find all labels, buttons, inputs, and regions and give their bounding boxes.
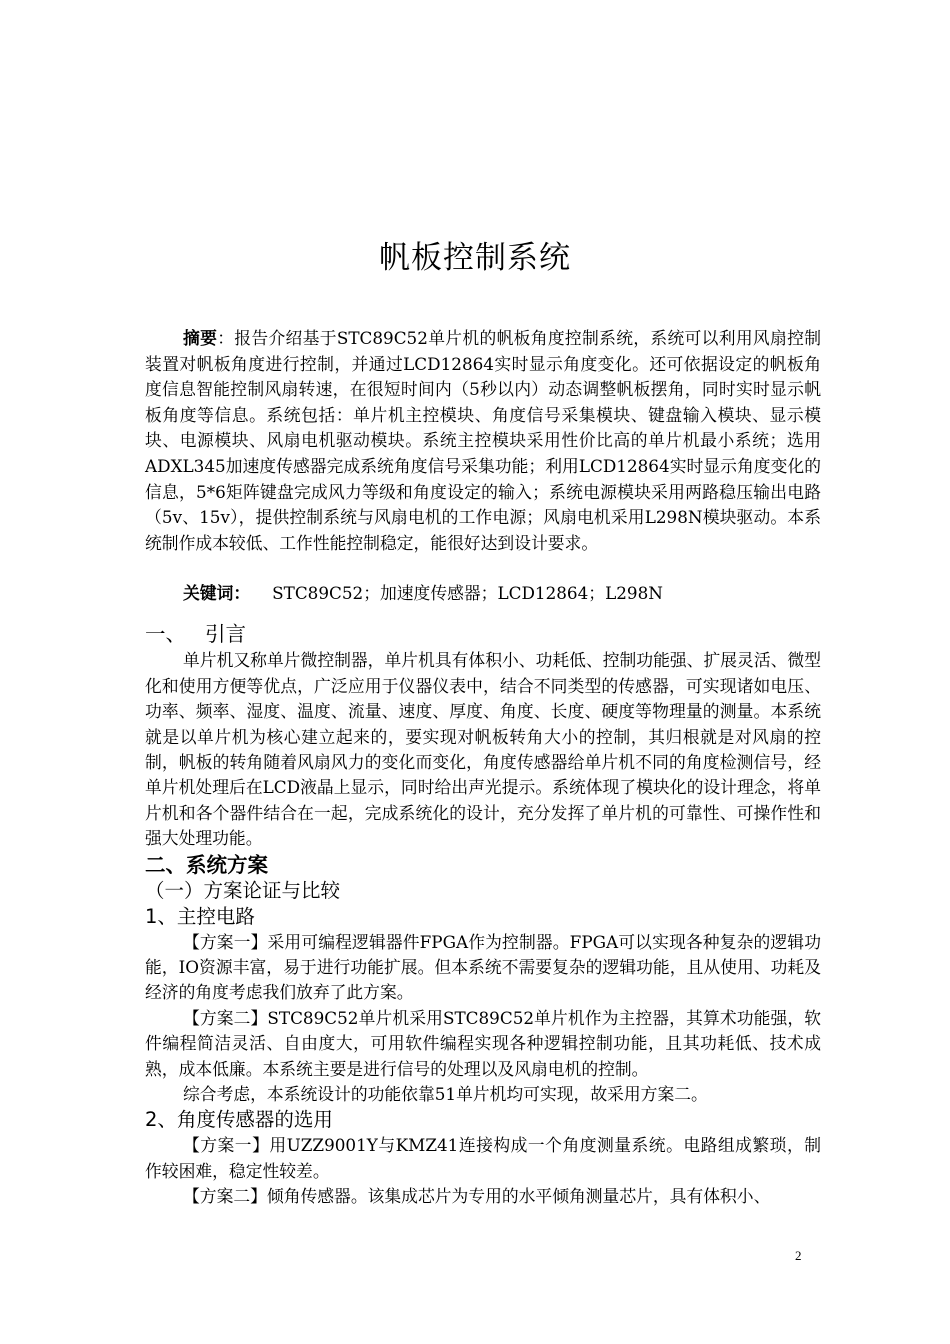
section-heading-scheme: 二、系统方案	[145, 852, 268, 877]
section-number-intro: 一、	[145, 622, 186, 647]
subsection-heading-comparison: （一）方案论证与比较	[145, 878, 341, 902]
abstract-paragraph	[145, 326, 821, 556]
document-body	[145, 326, 821, 1210]
intro-paragraph: 单片机又称单片微控制器，单片机具有体积小、功耗低、控制功能强、扩展灵活、微型化和使用方便等优点，广泛应用于仪器仪表中，结合不同类型的传感器，可实现诸如电压、功率、频率、湿度、温度、流量、速度、厚度、角度、长度、硬度等物理量的测量。本系统就是以单片机为核心建立起来的，要实现对帆板转角大小的控制，其归根就是对风扇的控制，帆板的转角随着风扇风力的变化而变化，角度传感器给单片机不同的角度检测信号，经单片机处理后在LCD液晶上显示，同时给出声光提示。系统体现了模块化的设计理念，将单片机和各个器件结合在一起，完成系统化的设计，充分发挥了单片机的可靠性、可操作性和强大处理功能。	[145, 650, 821, 849]
angle-sensor-option-2: 【方案二】倾角传感器。该集成芯片为专用的水平倾角测量芯片，具有体积小、	[183, 1186, 771, 1207]
main-control-conclusion: 综合考虑，本系统设计的功能依靠51单片机均可实现，故采用方案二。	[183, 1084, 708, 1105]
main-control-option-2: 【方案二】STC89C52单片机采用STC89C52单片机作为主控器，其算术功能强，软件编程简洁灵活、自由度大，可用软件编程实现各种逻辑控制功能，且其功耗低、技术成熟，成本低廉。本系统主要是进行信号的处理以及风扇电机的控制。	[145, 1007, 821, 1079]
abstract-label: 摘要	[183, 328, 218, 348]
page-number: 2	[795, 1248, 802, 1263]
keywords-text: STC89C52；加速度传感器；LCD12864；L298N	[272, 583, 663, 604]
item-heading-main-control: 1、主控电路	[145, 904, 255, 928]
item-heading-angle-sensor: 2、角度传感器的选用	[145, 1108, 333, 1132]
abstract-text: ：报告介绍基于STC89C52单片机的帆板角度控制系统，系统可以利用风扇控制装置对帆板角度进行控制，并通过LCD12864实时显示角度变化。还可依据设定的帆板角度信息智能控制风扇转速，在很短时间内（5秒以内）动态调整帆板摆角，同时实时显示帆板角度等信息。系统包括：单片机主控模块、角度信号采集模块、键盘输入模块、显示模块、电源模块、风扇电机驱动模块。系统主控模块采用性价比高的单片机最小系统；选用ADXL345加速度传感器完成系统角度信号采集功能；利用LCD12864实时显示角度变化的信息，5*6矩阵键盘完成风力等级和角度设定的输入；系统电源模块采用两路稳压输出电路（5v、15v），提供控制系统与风扇电机的工作电源；风扇电机采用L298N模块驱动。本系统制作成本较低、工作性能控制稳定，能很好达到设计要求。	[145, 328, 821, 553]
section-heading-intro	[145, 620, 821, 648]
angle-sensor-option-1: 【方案一】用UZZ9001Y与KMZ41连接构成一个角度测量系统。电路组成繁琐，制作较困难，稳定性较差。	[145, 1135, 821, 1181]
keywords-label: 关键词：	[183, 583, 251, 604]
section-title-intro: 引言	[205, 622, 246, 647]
document-title: 帆板控制系统	[379, 240, 571, 276]
main-control-option-1: 【方案一】采用可编程逻辑器件FPGA作为控制器。FPGA可以实现各种复杂的逻辑功能，IO资源丰富，易于进行功能扩展。但本系统不需要复杂的逻辑功能，且从使用、功耗及经济的角度考虑我们放弃了此方案。	[145, 931, 821, 1003]
keywords-line	[145, 580, 821, 606]
